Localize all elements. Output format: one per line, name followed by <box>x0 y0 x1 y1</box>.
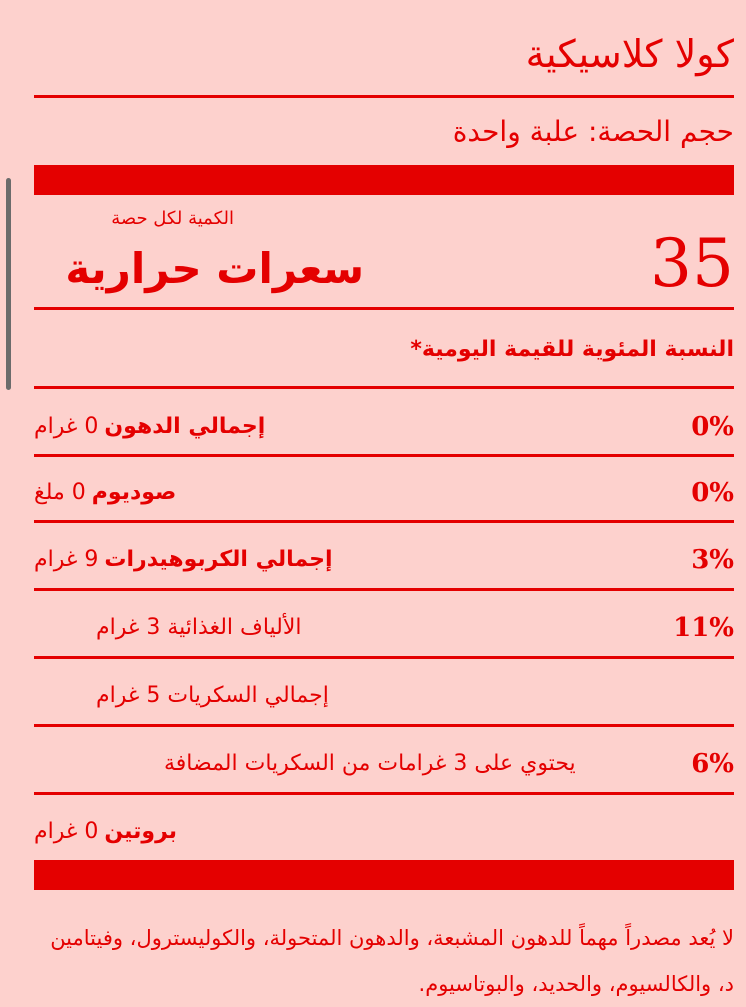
nutrient-amount: 0 غرام <box>34 819 99 844</box>
daily-value-percent: 0% <box>691 478 734 508</box>
divider <box>34 724 734 727</box>
divider <box>34 520 734 523</box>
daily-value-percent: 6% <box>691 749 734 779</box>
scrollbar[interactable] <box>6 178 11 390</box>
nutrient-label: بروتين <box>104 819 178 844</box>
calories-label: سعرات حرارية <box>65 244 364 293</box>
footnote: لا يُعد مصدراً مهماً للدهون المشبعة، والدهون المتحولة، والكوليسترول، وفيتامين د، والكالسيوم، والحديد، والبوتاسيوم. <box>50 926 734 996</box>
nutrition-label <box>34 0 734 1000</box>
daily-value-percent: 0% <box>691 412 734 442</box>
nutrient-label: إجمالي الكربوهيدرات <box>104 547 333 572</box>
nutrient-amount: 0 ملغ <box>34 480 86 505</box>
thick-divider <box>34 165 734 195</box>
nutrient-row-total-carbohydrate <box>34 540 734 580</box>
nutrient-row-dietary-fiber <box>34 608 734 648</box>
divider <box>34 454 734 457</box>
divider <box>34 588 734 591</box>
serving-size: حجم الحصة: علبة واحدة <box>452 115 734 148</box>
divider <box>34 792 734 795</box>
nutrient-name <box>34 473 176 513</box>
thick-divider <box>34 860 734 890</box>
product-title: كولا كلاسيكية <box>525 32 734 76</box>
nutrient-row-total-fat <box>34 407 734 447</box>
divider <box>34 307 734 310</box>
daily-value-percent: 11% <box>673 613 734 643</box>
nutrient-name <box>34 540 333 580</box>
calories-value: 35 <box>650 225 734 302</box>
nutrient-row-total-sugars <box>34 676 734 716</box>
amount-per-serving: الكمية لكل حصة <box>111 208 234 229</box>
nutrient-name: يحتوي على 3 غرامات من السكريات المضافة <box>164 751 576 776</box>
nutrient-amount: 0 غرام <box>34 414 99 439</box>
nutrient-row-protein <box>34 812 734 852</box>
daily-value-header: النسبة المئوية للقيمة اليومية* <box>410 337 734 362</box>
nutrient-amount: 9 غرام <box>34 547 99 572</box>
nutrient-row-added-sugars <box>34 744 734 784</box>
nutrient-row-sodium <box>34 473 734 513</box>
daily-value-percent: 3% <box>691 545 734 575</box>
nutrient-label: إجمالي الدهون <box>104 414 266 439</box>
nutrient-name: إجمالي السكريات 5 غرام <box>96 683 329 708</box>
nutrient-name <box>34 812 177 852</box>
nutrient-name: الألياف الغذائية 3 غرام <box>96 615 302 640</box>
nutrient-name <box>34 407 265 447</box>
divider <box>34 386 734 389</box>
nutrient-label: صوديوم <box>91 480 177 505</box>
divider <box>34 95 734 98</box>
divider <box>34 656 734 659</box>
